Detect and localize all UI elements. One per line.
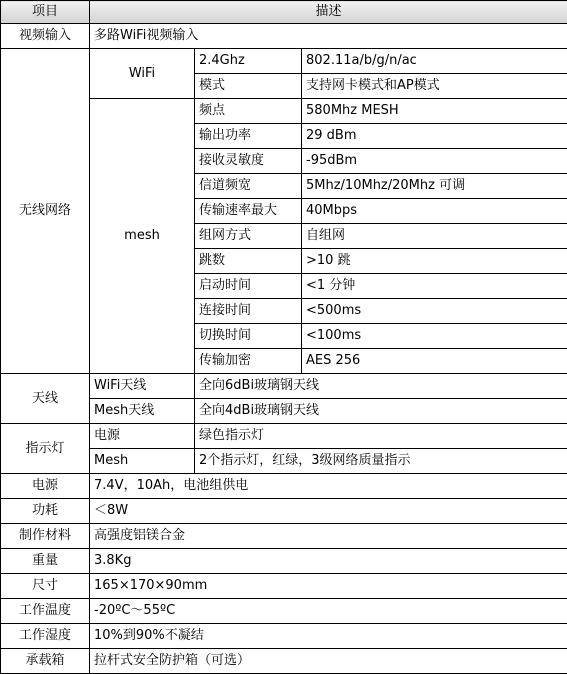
spec-label: 重量 [1,549,90,574]
mesh-key: 信道频宽 [195,174,302,199]
spec-value: -20ºC～55ºC [90,599,567,624]
table-row [1,374,567,399]
antenna-value: 全向4dBi玻璃钢天线 [195,399,567,424]
table-row [1,649,567,674]
header-row [1,1,567,24]
table-row [1,49,567,74]
spec-value: ＜8W [90,499,567,524]
spec-value: 7.4V，10Ah，电池组供电 [90,474,567,499]
antenna-label: 天线 [1,374,90,424]
spec-label: 电源 [1,474,90,499]
spec-value: 高强度铝镁合金 [90,524,567,549]
mesh-label: mesh [90,99,195,374]
header-item: 项目 [1,1,90,24]
spec-value: 3.8Kg [90,549,567,574]
table-row [1,24,567,49]
mesh-value: -95dBm [302,149,567,174]
indicator-key: Mesh [90,449,195,474]
mesh-value: 5Mhz/10Mhz/20Mhz 可调 [302,174,567,199]
spec-label: 工作温度 [1,599,90,624]
mesh-key: 跳数 [195,249,302,274]
mesh-key: 启动时间 [195,274,302,299]
video-label: 视频输入 [1,24,90,49]
spec-label: 承载箱 [1,649,90,674]
mesh-value: >10 跳 [302,249,567,274]
mesh-key: 传输加密 [195,349,302,374]
antenna-key: Mesh天线 [90,399,195,424]
mesh-value: <1 分钟 [302,274,567,299]
mesh-key: 频点 [195,99,302,124]
spec-value: 拉杆式安全防护箱（可选） [90,649,567,674]
table-row [1,524,567,549]
table-row [1,549,567,574]
indicator-value: 2个指示灯，红绿，3级网络质量指示 [195,449,567,474]
table-row [1,624,567,649]
mesh-value: AES 256 [302,349,567,374]
spec-value: 165×170×90mm [90,574,567,599]
mesh-key: 接收灵敏度 [195,149,302,174]
mesh-value: 自组网 [302,224,567,249]
wifi-value: 802.11a/b/g/n/ac [302,49,567,74]
wifi-label: WiFi [90,49,195,99]
wireless-label: 无线网络 [1,49,90,374]
mesh-value: <500ms [302,299,567,324]
mesh-key: 组网方式 [195,224,302,249]
antenna-key: WiFi天线 [90,374,195,399]
table-row [1,599,567,624]
spec-label: 制作材料 [1,524,90,549]
mesh-value: <100ms [302,324,567,349]
mesh-value: 29 dBm [302,124,567,149]
mesh-value: 40Mbps [302,199,567,224]
indicator-value: 绿色指示灯 [195,424,567,449]
table-row [1,474,567,499]
wifi-value: 支持网卡模式和AP模式 [302,74,567,99]
mesh-key: 连接时间 [195,299,302,324]
wifi-key: 模式 [195,74,302,99]
table-row [1,574,567,599]
indicator-label: 指示灯 [1,424,90,474]
indicator-key: 电源 [90,424,195,449]
video-value: 多路WiFi视频输入 [90,24,567,49]
table-row [1,499,567,524]
spec-value: 10%到90%不凝结 [90,624,567,649]
mesh-key: 输出功率 [195,124,302,149]
header-desc: 描述 [90,1,567,24]
wifi-key: 2.4Ghz [195,49,302,74]
spec-label: 尺寸 [1,574,90,599]
antenna-value: 全向6dBi玻璃钢天线 [195,374,567,399]
spec-label: 工作湿度 [1,624,90,649]
mesh-key: 切换时间 [195,324,302,349]
mesh-value: 580Mhz MESH [302,99,567,124]
table-row [1,424,567,449]
spec-label: 功耗 [1,499,90,524]
mesh-key: 传输速率最大 [195,199,302,224]
